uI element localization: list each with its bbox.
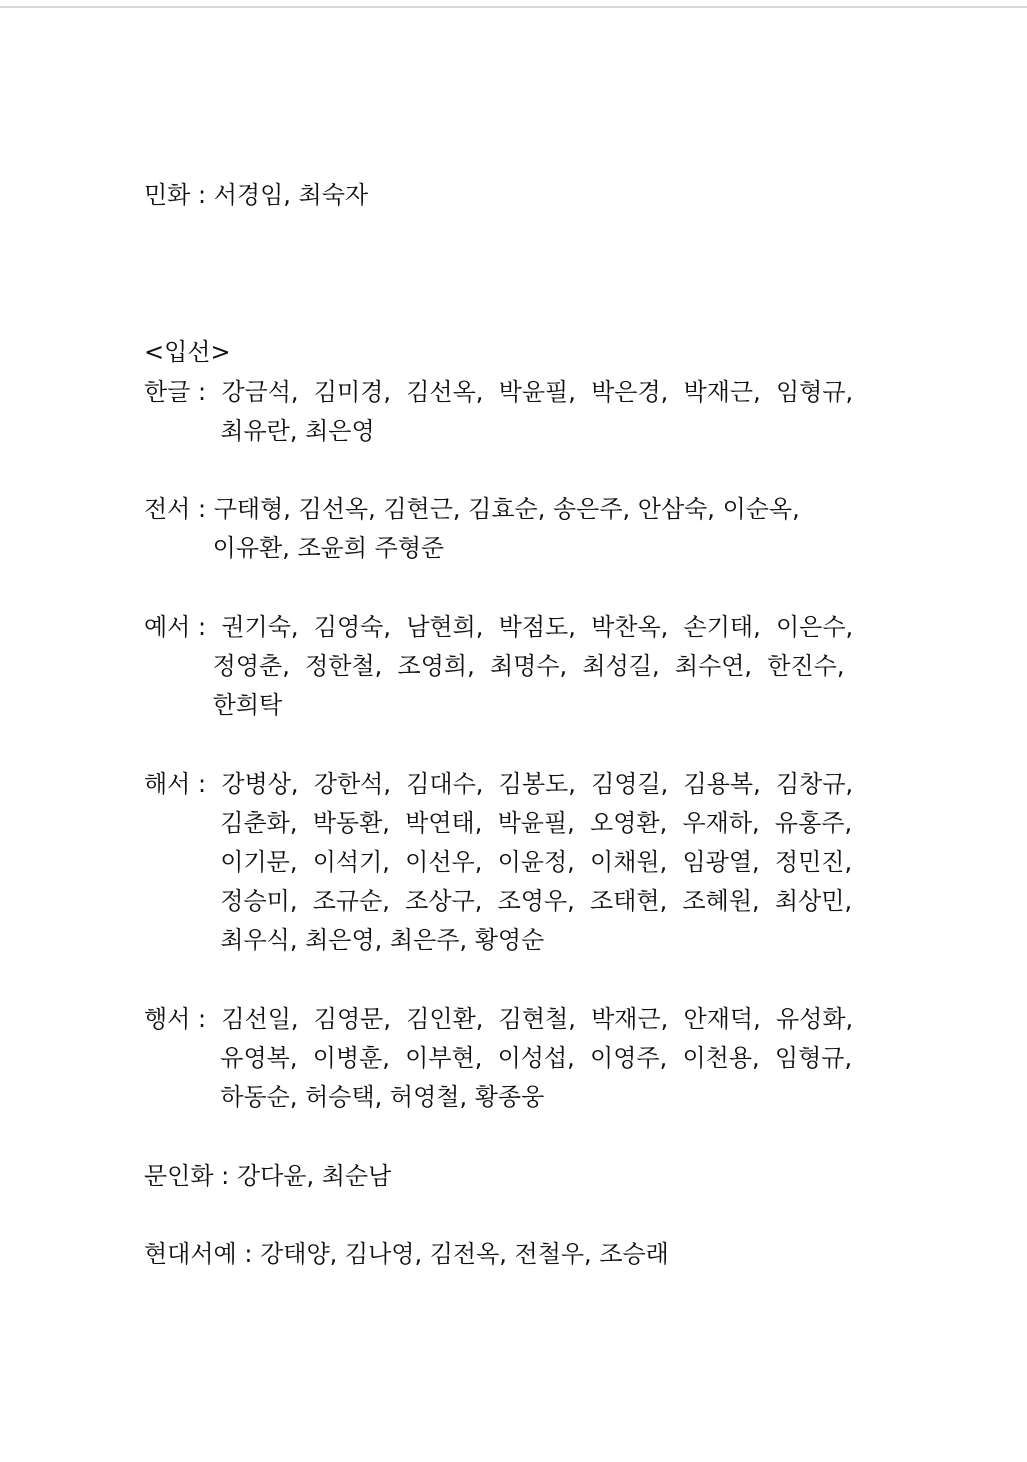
haeseo-line-2: 김춘화, 박동환, 박연태, 박윤필, 오영환, 우재하, 유홍주,: [144, 809, 853, 837]
haeseo-line-1: 해서 : 강병상, 강한석, 김대수, 김봉도, 김영길, 김용복, 김창규,: [144, 770, 854, 798]
jeonseo-line-1: 전서 : 구태형, 김선옥, 김현근, 김효순, 송은주, 안삼숙, 이순옥,: [144, 495, 800, 523]
yeseo-line-3: 한희탁: [144, 691, 283, 719]
hyeondae-line: 현대서예 : 강태양, 김나영, 김전옥, 전철우, 조승래: [144, 1240, 669, 1268]
page-top-rule: [0, 6, 1027, 8]
hangeul-line-2: 최유란, 최은영: [144, 417, 375, 445]
haengseo-line-2: 유영복, 이병훈, 이부현, 이성섭, 이영주, 이천용, 임형규,: [144, 1044, 853, 1072]
hangeul-line-1: 한글 : 강금석, 김미경, 김선옥, 박윤필, 박은경, 박재근, 임형규,: [144, 378, 854, 406]
haengseo-line-1: 행서 : 김선일, 김영문, 김인환, 김현철, 박재근, 안재덕, 유성화,: [144, 1005, 854, 1033]
jeonseo-line-2: 이유환, 조윤희 주형준: [144, 534, 445, 562]
minhwa-line: 민화 : 서경임, 최숙자: [144, 181, 369, 209]
yeseo-line-2: 정영춘, 정한철, 조영희, 최명수, 최성길, 최수연, 한진수,: [144, 652, 845, 680]
munin-line: 문인화 : 강다윤, 최순남: [144, 1162, 392, 1190]
haeseo-line-5: 최우식, 최은영, 최은주, 황영순: [144, 926, 545, 954]
ipseon-header: <입선>: [144, 338, 231, 366]
haeseo-line-4: 정승미, 조규순, 조상구, 조영우, 조태현, 조혜원, 최상민,: [144, 887, 853, 915]
haengseo-line-3: 하동순, 허승택, 허영철, 황종웅: [144, 1083, 545, 1111]
yeseo-line-1: 예서 : 권기숙, 김영숙, 남현희, 박점도, 박찬옥, 손기태, 이은수,: [144, 613, 854, 641]
haeseo-line-3: 이기문, 이석기, 이선우, 이윤정, 이채원, 임광열, 정민진,: [144, 848, 853, 876]
